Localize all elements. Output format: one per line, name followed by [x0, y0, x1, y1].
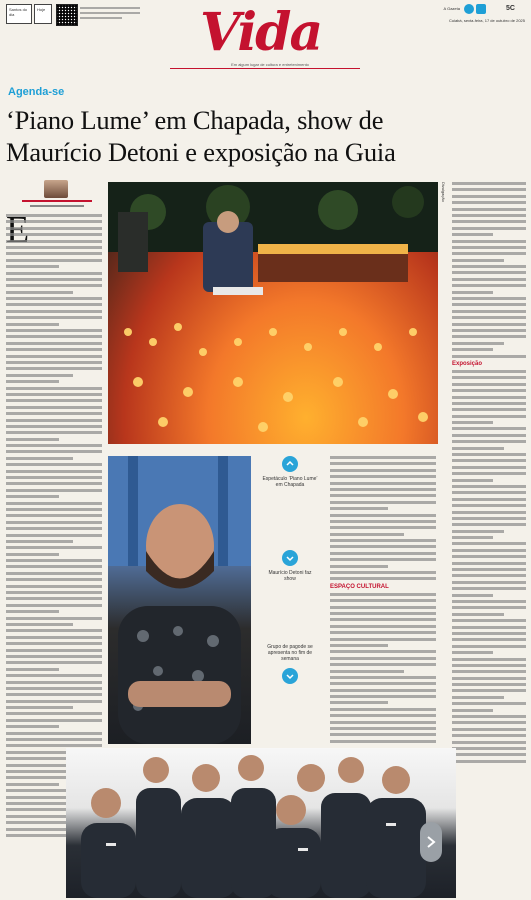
text-line [330, 701, 388, 704]
text-line [452, 606, 526, 609]
text-line [452, 702, 526, 705]
text-line [452, 182, 526, 185]
text-line [6, 252, 102, 255]
text-line [6, 674, 102, 677]
text-line [330, 456, 436, 459]
date-label: Hoje [37, 7, 46, 12]
text-line [6, 502, 102, 505]
text-line [6, 406, 102, 409]
text-line [6, 789, 73, 792]
text-line [452, 677, 526, 680]
right-column-body [452, 182, 526, 358]
text-line [452, 355, 526, 358]
text-line [452, 440, 526, 443]
text-line [330, 657, 436, 660]
page-number: 5C [506, 5, 515, 12]
text-line [452, 530, 504, 533]
text-line [6, 380, 59, 383]
text-line [6, 527, 102, 530]
text-line [452, 459, 526, 462]
text-line [6, 227, 102, 230]
text-line [452, 498, 526, 501]
text-line [6, 240, 102, 243]
text-line [6, 291, 73, 294]
text-line [452, 329, 526, 332]
text-line [330, 650, 436, 653]
text-line [6, 591, 102, 594]
right-column-body-2 [452, 370, 526, 763]
text-line [6, 335, 102, 338]
text-line [6, 393, 102, 396]
text-line [452, 303, 526, 306]
text-line [452, 645, 526, 648]
text-line [452, 195, 526, 198]
caption-arrow-icon [282, 456, 298, 472]
text-line [452, 408, 526, 411]
text-line [330, 714, 436, 717]
text-line [6, 597, 102, 600]
text-line [452, 453, 526, 456]
text-line [452, 632, 526, 635]
text-line [452, 472, 526, 475]
text-line [6, 565, 102, 568]
text-line [330, 565, 388, 568]
text-line [6, 693, 102, 696]
text-line [330, 695, 436, 698]
text-line [452, 246, 526, 249]
text-line [6, 546, 102, 549]
text-line [452, 753, 526, 756]
text-line [452, 581, 526, 584]
text-line [452, 389, 526, 392]
text-line [452, 376, 526, 379]
author-name-bar [22, 200, 92, 202]
text-line [6, 361, 102, 364]
text-line [6, 272, 102, 275]
text-line [6, 712, 102, 715]
caption-2: Maurício Detoni faz show [268, 570, 312, 582]
text-line [6, 470, 102, 473]
text-line [330, 625, 436, 628]
text-line [6, 649, 102, 652]
headline-line-1: ‘Piano Lume’ em Chapada, show de [6, 105, 384, 135]
text-line [6, 725, 59, 728]
text-line [330, 670, 404, 673]
text-line [452, 728, 526, 731]
author-avatar [44, 180, 68, 198]
masthead-note [80, 7, 140, 22]
text-line [452, 562, 526, 565]
text-line [6, 572, 102, 575]
text-line [330, 462, 436, 465]
text-line [6, 246, 102, 249]
text-line [6, 783, 59, 786]
text-line [6, 623, 73, 626]
social-icon-2 [476, 4, 486, 14]
text-line [6, 578, 102, 581]
text-line [452, 574, 526, 577]
middle-column-body-2 [330, 593, 436, 744]
text-line [330, 727, 436, 730]
group-photo [66, 748, 456, 898]
text-line [6, 412, 102, 415]
edition-date: Cuiabá, sexta-feira, 17 de outubro de 2025 [448, 18, 525, 23]
text-line [452, 383, 526, 386]
text-line [452, 421, 493, 424]
text-line [452, 613, 504, 616]
text-line [452, 696, 504, 699]
text-line [6, 444, 102, 447]
text-line [6, 629, 102, 632]
text-line [330, 618, 436, 621]
text-line [452, 549, 526, 552]
text-line [6, 233, 102, 236]
text-line [452, 291, 493, 294]
text-line [452, 297, 526, 300]
text-line [452, 485, 526, 488]
text-line [330, 612, 436, 615]
text-line [6, 387, 102, 390]
text-line [6, 297, 102, 300]
text-line [452, 415, 526, 418]
text-line [330, 631, 436, 634]
text-line [330, 577, 436, 580]
text-line [452, 342, 504, 345]
text-line [330, 526, 436, 529]
weather-label: Santos do dia [9, 7, 28, 17]
text-line [452, 721, 526, 724]
text-line [452, 201, 526, 204]
text-line [6, 700, 102, 703]
text-line [6, 636, 102, 639]
text-line [452, 683, 526, 686]
text-line [452, 658, 526, 661]
article-kicker: Agenda-se [8, 86, 65, 98]
text-line [452, 504, 526, 507]
text-line [452, 316, 526, 319]
text-line [6, 534, 102, 537]
text-line [6, 604, 102, 607]
captions-column [262, 456, 318, 756]
text-line [6, 457, 73, 460]
text-line [6, 450, 102, 453]
text-line [6, 642, 102, 645]
text-line [330, 676, 436, 679]
text-line [6, 284, 102, 287]
text-line [6, 559, 102, 562]
text-line [330, 593, 436, 596]
text-line [452, 310, 526, 313]
headline-line-2: Maurício Detoni e exposição na Guia [6, 137, 396, 167]
portrait-illustration [108, 456, 251, 744]
text-line [6, 732, 102, 735]
text-line [6, 316, 102, 319]
date-box [34, 4, 52, 24]
left-column-body [6, 214, 102, 837]
text-line [330, 501, 436, 504]
text-line [452, 555, 526, 558]
author-role-bar [30, 205, 84, 207]
group-illustration [66, 748, 456, 898]
newspaper-name: A Gazeta [443, 6, 460, 11]
text-line [6, 399, 102, 402]
text-line [452, 619, 526, 622]
text-line [6, 329, 102, 332]
text-line [452, 335, 526, 338]
text-line [6, 617, 102, 620]
page-turn-icon[interactable] [420, 822, 442, 862]
text-line [452, 638, 526, 641]
text-line [6, 744, 102, 747]
text-line [452, 651, 493, 654]
middle-column-body [330, 456, 436, 580]
text-line [6, 303, 102, 306]
text-line [452, 594, 493, 597]
text-line [452, 542, 526, 545]
text-line [6, 431, 102, 434]
text-line [6, 719, 102, 722]
text-line [330, 520, 436, 523]
text-line [452, 348, 493, 351]
text-line [330, 469, 436, 472]
piano-lume-illustration [108, 182, 438, 444]
text-line [452, 491, 526, 494]
text-line [6, 489, 102, 492]
text-line [452, 220, 526, 223]
text-line [6, 220, 102, 223]
text-line [452, 208, 526, 211]
text-line [452, 479, 493, 482]
text-line [6, 610, 59, 613]
text-line [452, 536, 493, 539]
text-line [452, 271, 526, 274]
text-line [330, 733, 436, 736]
text-line [6, 706, 73, 709]
text-line [6, 419, 102, 422]
text-line [330, 552, 436, 555]
text-line [452, 511, 526, 514]
text-line [6, 348, 102, 351]
text-line [330, 514, 436, 517]
caption-arrow-icon [282, 668, 298, 684]
middle-column [330, 456, 436, 744]
text-line [6, 540, 73, 543]
text-line [452, 734, 526, 737]
text-line [452, 626, 526, 629]
text-line [6, 367, 102, 370]
text-line [6, 738, 102, 741]
text-line [452, 741, 526, 744]
text-line [452, 265, 526, 268]
text-line [452, 252, 526, 255]
caption-1: Espetáculo ‘Piano Lume’ em Chapada [262, 476, 318, 488]
text-line [6, 553, 59, 556]
section-head-espaco: ESPAÇO CULTURAL [330, 583, 389, 590]
text-line [6, 278, 102, 281]
text-line [6, 495, 59, 498]
text-line [452, 278, 526, 281]
text-line [452, 370, 526, 373]
text-line [6, 265, 59, 268]
text-line [452, 587, 526, 590]
text-line [6, 585, 102, 588]
text-line [452, 600, 526, 603]
text-line [452, 188, 526, 191]
text-line [330, 488, 436, 491]
text-line [452, 447, 504, 450]
text-line [6, 374, 73, 377]
caption-arrow-icon [282, 550, 298, 566]
text-line [452, 715, 526, 718]
text-line [6, 521, 102, 524]
text-line [452, 760, 526, 763]
section-head-exposicao: Exposição [452, 360, 483, 367]
text-line [452, 396, 526, 399]
mauricio-detoni-photo [108, 456, 251, 744]
article-headline [6, 104, 526, 168]
text-line [330, 740, 436, 743]
text-line [330, 721, 436, 724]
text-line [452, 434, 526, 437]
text-line [6, 438, 59, 441]
text-line [6, 342, 102, 345]
text-line [6, 668, 59, 671]
text-line [452, 747, 526, 750]
text-line [330, 689, 436, 692]
text-line [452, 523, 526, 526]
text-line [6, 323, 59, 326]
text-line [452, 214, 526, 217]
brand-title: Vida [200, 2, 322, 63]
text-line [330, 482, 436, 485]
masthead [0, 0, 531, 82]
text-line [6, 463, 102, 466]
text-line [6, 310, 102, 313]
text-line [452, 709, 493, 712]
text-line [330, 533, 404, 536]
text-line [330, 539, 436, 542]
text-line [452, 427, 526, 430]
text-line [452, 227, 526, 230]
text-line [330, 545, 436, 548]
text-line [6, 514, 102, 517]
text-line [452, 664, 526, 667]
text-line [452, 233, 493, 236]
text-line [6, 482, 102, 485]
text-line [452, 284, 526, 287]
weather-box [6, 4, 32, 24]
text-line [6, 687, 102, 690]
text-line [452, 402, 526, 405]
piano-lume-photo [108, 182, 438, 444]
text-line [330, 599, 436, 602]
text-line [6, 476, 102, 479]
text-line [452, 323, 526, 326]
text-line [330, 638, 436, 641]
text-line [6, 508, 102, 511]
text-line [452, 517, 526, 520]
text-line [330, 708, 436, 711]
text-line [452, 568, 526, 571]
photo-credit: Divulgação [441, 182, 446, 202]
text-line [330, 475, 436, 478]
text-line [330, 571, 436, 574]
brand-tagline: Em algum lugar de cultura e entretenimento [231, 62, 309, 67]
masthead-rule [170, 68, 360, 69]
text-line [452, 259, 504, 262]
text-line [6, 681, 102, 684]
text-line [6, 214, 102, 217]
text-line [6, 661, 102, 664]
text-line [452, 689, 526, 692]
text-line [330, 644, 388, 647]
social-icon [464, 4, 474, 14]
text-line [452, 670, 526, 673]
text-line [330, 494, 436, 497]
text-line [452, 240, 526, 243]
right-column [452, 182, 526, 882]
text-line [6, 655, 102, 658]
text-line [6, 259, 102, 262]
text-line [330, 663, 436, 666]
caption-3: Grupo de pagode se apresenta no fim de semana [267, 644, 313, 662]
text-line [6, 425, 102, 428]
text-line [6, 355, 102, 358]
text-line [330, 558, 436, 561]
text-line [330, 507, 388, 510]
text-line [452, 466, 526, 469]
text-line [330, 682, 436, 685]
text-line [330, 606, 436, 609]
qr-code-icon[interactable] [56, 4, 78, 26]
